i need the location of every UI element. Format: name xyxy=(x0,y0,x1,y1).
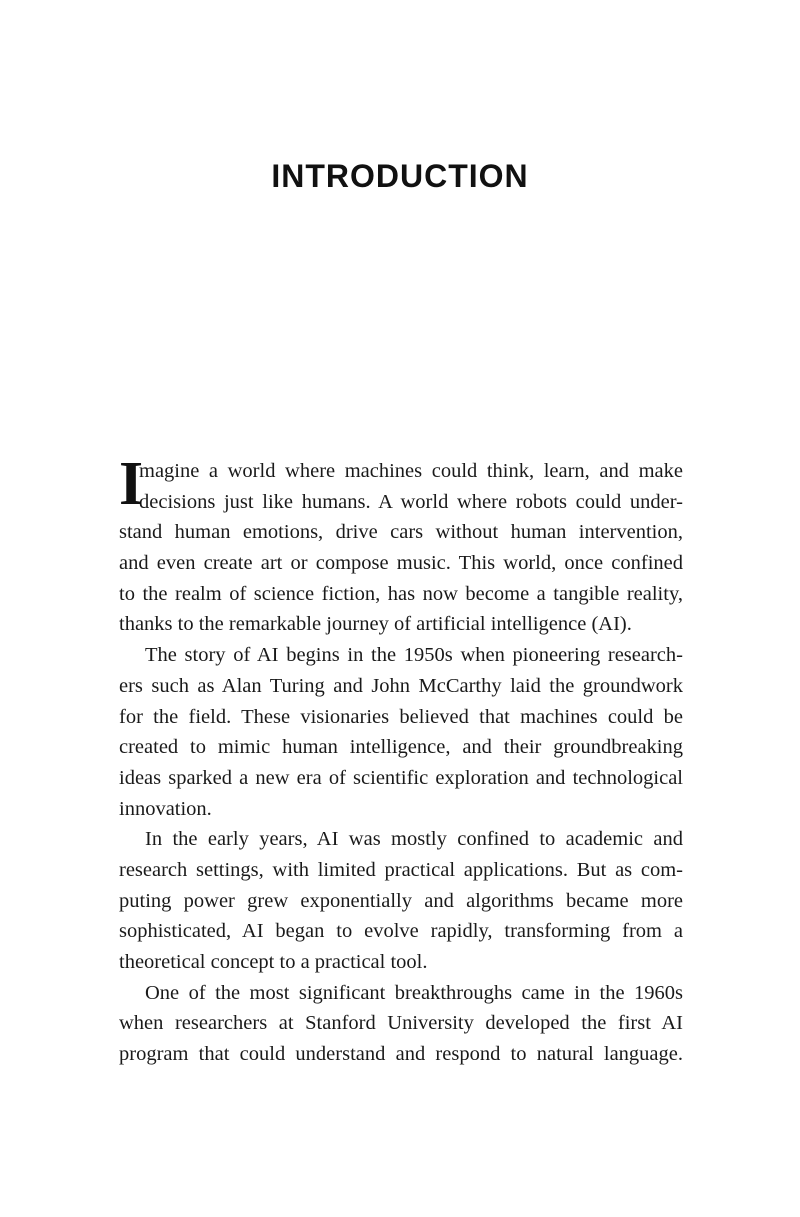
chapter-body xyxy=(119,450,683,1070)
text-line: program that could understand and respond to natural language. xyxy=(119,1043,683,1066)
text-line: puting power grew exponentially and algorithms became more xyxy=(119,889,683,912)
text-line: innovation. xyxy=(119,797,212,820)
paragraph-1 xyxy=(119,450,683,640)
paragraph-3 xyxy=(119,824,683,977)
text-line: decisions just like humans. A world where robots could under- xyxy=(139,490,683,513)
text-line: sophisticated, AI began to evolve rapidly, transforming from a xyxy=(119,920,683,943)
text-line: and even create art or compose music. This world, once confined xyxy=(119,552,683,575)
text-line: thanks to the remarkable journey of artificial intelligence (AI). xyxy=(119,613,632,636)
text-line: when researchers at Stanford University developed the first AI xyxy=(119,1012,683,1035)
text-line: ers such as Alan Turing and John McCarthy laid the groundwork xyxy=(119,674,683,697)
paragraph-4 xyxy=(119,978,683,1070)
line-text: magine a world where machines could think, learn, and make xyxy=(139,460,683,482)
text-line: The story of AI begins in the 1950s when pioneering research- xyxy=(145,644,683,667)
text-line: stand human emotions, drive cars without human intervention, xyxy=(119,521,683,544)
paragraph-2 xyxy=(119,640,683,824)
text-line: One of the most significant breakthroughs came in the 1960s xyxy=(145,981,683,1004)
drop-cap: I xyxy=(119,450,144,518)
text-line: created to mimic human intelligence, and their groundbreaking xyxy=(119,736,683,759)
chapter-title: INTRODUCTION xyxy=(271,158,529,195)
text-line: theoretical concept to a practical tool. xyxy=(119,951,428,973)
text-line: ideas sparked a new era of scientific exploration and technological xyxy=(119,766,683,789)
text-line: to the realm of science fiction, has now become a tangible reality, xyxy=(119,582,683,605)
text-line: research settings, with limited practical applications. But as com- xyxy=(119,858,683,881)
text-line: for the field. These visionaries believed that machines could be xyxy=(119,705,683,728)
text-line: In the early years, AI was mostly confined to academic and xyxy=(145,828,683,851)
